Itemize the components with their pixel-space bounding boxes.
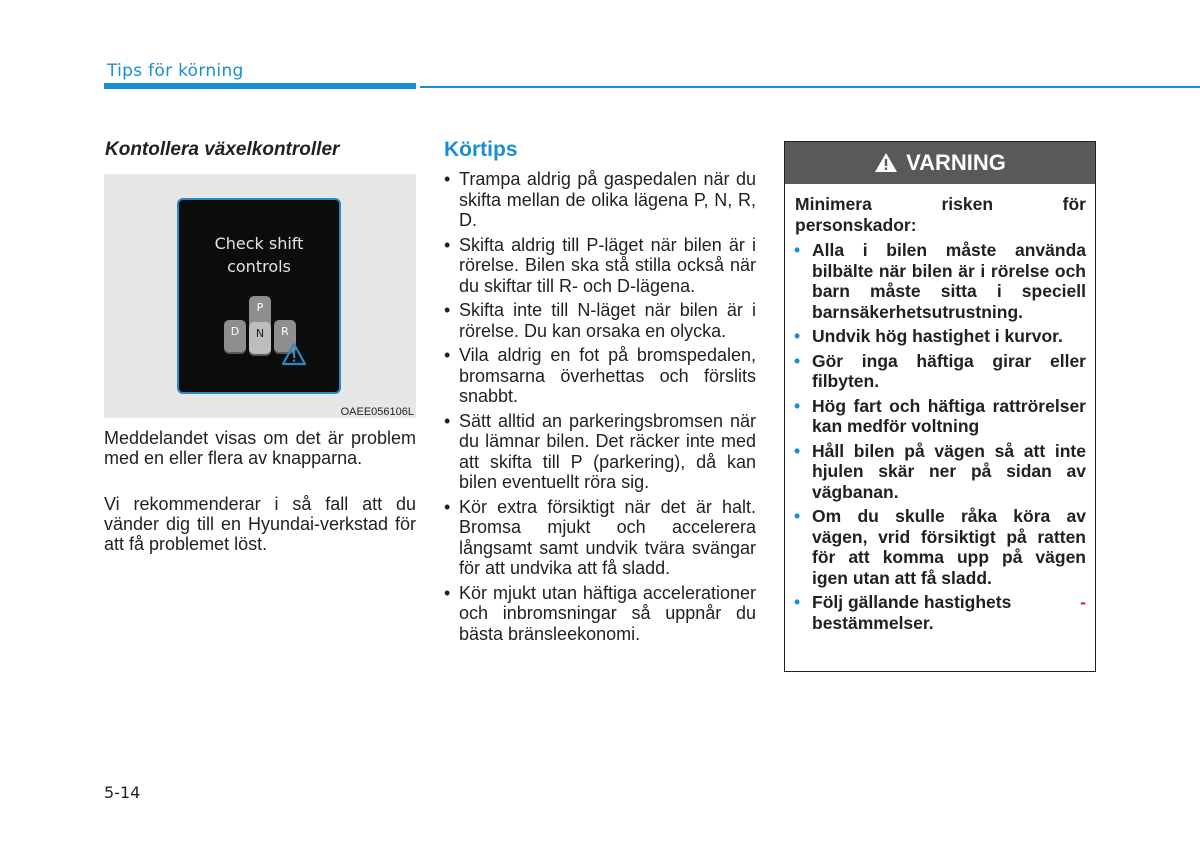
paragraph-message: Meddelandet visas om det är problem med en eller flera av knapparna. (104, 428, 416, 468)
list-item: • Gör inga häftiga girar eller filbyten. (794, 350, 1086, 391)
page-number: 5-14 (104, 783, 141, 802)
list-item: • Följ gällande hastighets - bestämmelser. (794, 592, 1086, 633)
shift-controls-figure (104, 174, 416, 418)
shift-button-n: N (249, 322, 271, 354)
list-item: • Håll bilen på vägen så att inte hjulen skär ner på sidan av vägbanan. (794, 440, 1086, 502)
shift-button-d: D (224, 320, 246, 352)
list-item: • Trampa aldrig på gaspedalen när du skifta mellan de olika lägena P, N, R, D. (444, 169, 756, 230)
list-item: • Kör extra försiktigt när det är halt. Bromsa mjukt och accelerera långsamt samt undvik tvära svängar för att undvika att få sladd. (444, 496, 756, 578)
shift-controls-heading: Kontollera växelkontroller (105, 139, 340, 160)
header-rule-thin (420, 86, 1200, 88)
figure-code: OAEE056106L (340, 406, 414, 418)
header-rule-thick (104, 83, 416, 89)
list-item: • Kör mjukt utan häftiga accelerationer och inbromsningar så uppnår du bästa bränsleekonomi. (444, 582, 756, 644)
list-item: • Skifta aldrig till P-läget när bilen är i rörelse. Bilen ska stå stilla också när du skiftar till R- och D-lägena. (444, 234, 756, 296)
warning-intro: Minimera risken för personskador: (795, 194, 1086, 235)
paragraph-recommendation: Vi rekommenderar i så fall att du vänder dig till en Hyundai-verkstad för att få problemet löst. (104, 494, 416, 554)
list-item: • Vila aldrig en fot på bromspedalen, bromsarna överhettas och förslits snabbt. (444, 345, 756, 406)
warning-header (785, 142, 1095, 184)
list-item: • Hög fart och häftiga rattrörelser kan medför voltning (794, 395, 1086, 436)
driving-tips-heading: Körtips (444, 138, 518, 161)
display-message-line1: Check shift (214, 234, 304, 253)
cluster-display (177, 198, 341, 394)
driving-tips-list (443, 169, 756, 648)
section-title: Tips för körning (107, 61, 244, 81)
shift-button-r: R (274, 320, 296, 352)
list-item: • Skifta inte till N-läget när bilen är i rörelse. Du kan orsaka en olycka. (444, 300, 756, 341)
list-item: • Undvik hög hastighet i kurvor. (794, 326, 1063, 346)
list-item: • Sätt alltid an parkeringsbromsen när du lämnar bilen. Det räcker inte med att skifta till P (parkering), då kan bilen eventuellt röra sig. (444, 410, 756, 492)
list-item: • Alla i bilen måste använda bilbälte när bilen är i rörelse och barn måste sitta i speciell barnsäkerhetsutrustning. (794, 240, 1086, 322)
warning-box (784, 141, 1096, 672)
warning-triangle-icon (281, 342, 307, 366)
shift-button-p: P (249, 296, 271, 328)
warning-list (793, 240, 1086, 637)
warning-title: VARNING (906, 150, 1006, 175)
list-item: • Om du skulle råka köra av vägen, vrid försiktigt på ratten för att komma upp på vägen igen utan att få sladd. (794, 506, 1086, 588)
display-message-line2: controls (227, 257, 291, 276)
warning-icon (874, 152, 898, 173)
